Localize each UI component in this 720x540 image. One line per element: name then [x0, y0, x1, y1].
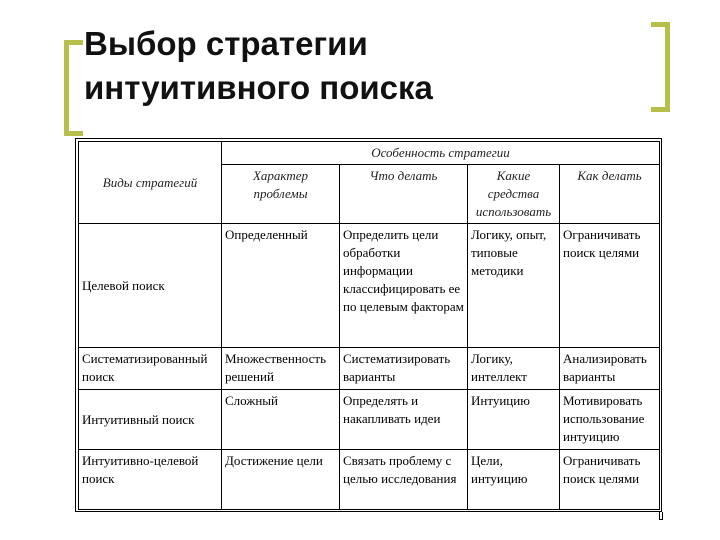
left-bracket-decoration: [64, 40, 83, 136]
means-cell: Логику, интеллект: [468, 348, 560, 390]
what-cell: Определить цели обработки информации классифицировать ее по целевым факторам: [340, 224, 468, 348]
header-what-to-do: Что делать: [340, 165, 468, 224]
slide-title-line-1: Выбор стратегии: [84, 25, 368, 62]
table-row: [79, 450, 660, 510]
strategy-type-cell: Интуитивно-целевой поиск: [79, 450, 222, 510]
header-strategy-features: Особенность стратегии: [222, 142, 660, 165]
how-cell: Анализировать варианты: [560, 348, 660, 390]
what-cell: Связать проблему с целью исследования: [340, 450, 468, 510]
what-cell: Определять и накапливать идеи: [340, 390, 468, 450]
strategy-table: [78, 141, 660, 510]
table-row: [79, 224, 660, 348]
how-cell: Мотивировать использование интуицию: [560, 390, 660, 450]
table-row: [79, 390, 660, 450]
problem-cell: Сложный: [222, 390, 340, 450]
means-cell: Цели, интуицию: [468, 450, 560, 510]
header-means: Какие средства использовать: [468, 165, 560, 224]
means-cell: Логику, опыт, типовые методики: [468, 224, 560, 348]
strategy-type-cell: Целевой поиск: [79, 224, 222, 348]
table-row: [79, 348, 660, 390]
page-corner-mark: [659, 512, 663, 520]
header-how-to-do: Как делать: [560, 165, 660, 224]
problem-cell: Множественность решений: [222, 348, 340, 390]
how-cell: Ограничивать поиск целями: [560, 450, 660, 510]
how-cell: Ограничивать поиск целями: [560, 224, 660, 348]
strategy-type-cell: Интуитивный поиск: [79, 390, 222, 450]
header-problem-nature: Характер проблемы: [222, 165, 340, 224]
what-cell: Систематизировать варианты: [340, 348, 468, 390]
header-row-1: [79, 142, 660, 165]
means-cell: Интуицию: [468, 390, 560, 450]
header-strategy-types: Виды стратегий: [79, 142, 222, 224]
strategy-type-cell: Систематизированный поиск: [79, 348, 222, 390]
right-bracket-decoration: [651, 22, 670, 112]
problem-cell: Достижение цели: [222, 450, 340, 510]
slide-title: [84, 22, 433, 110]
slide-title-line-2: интуитивного поиска: [84, 69, 433, 106]
problem-cell: Определенный: [222, 224, 340, 348]
